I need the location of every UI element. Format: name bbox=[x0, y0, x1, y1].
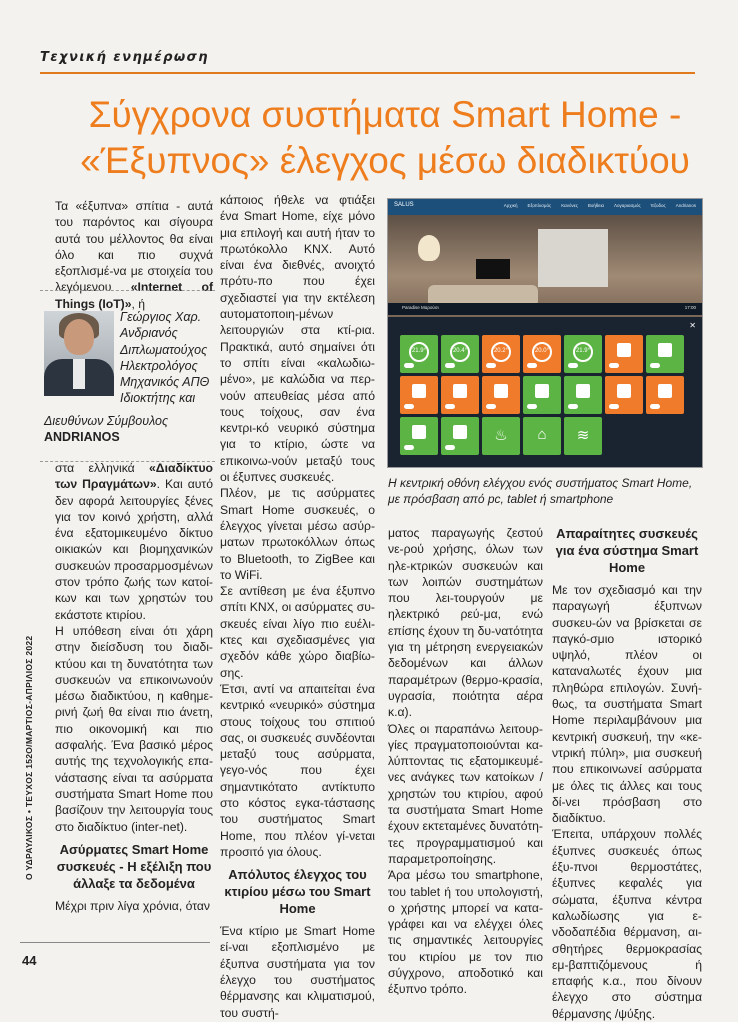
nav-item: Αρχική bbox=[503, 203, 518, 208]
room-label: Paradise Μαρούσι bbox=[402, 305, 439, 310]
author-line: Γεώργιος Χαρ. bbox=[120, 310, 202, 324]
device-tile bbox=[646, 376, 684, 414]
thermostat-tile bbox=[523, 335, 561, 373]
app-nav-items bbox=[504, 203, 696, 208]
temperature: 20.0° bbox=[534, 348, 550, 354]
paragraph: Σε αντίθεση με ένα έξυπνο σπίτι KNX, οι ασύρματες συ-σκευές είναι λίγο πιο ευέλι-κτες και σχεδιασμένες για σχεδόν κάθε χώρο διαβίω-σης. bbox=[220, 584, 375, 680]
text: , ή bbox=[131, 296, 146, 311]
figure-caption: Η κεντρική οθόνη ελέγχου ενός συστήματος Smart Home, με πρόσβαση από pc, tablet ή smartphone bbox=[388, 476, 693, 506]
author-line: Διευθύνων Σύμβουλος bbox=[44, 414, 169, 428]
issue-text: Ο ΥΔΡΑΥΛΙΚΟΣ • ΤΕΥΧΟΣ 152Ο/ΜΑΡΤΙΟΣ-ΑΠΡΙΛΙΟΣ 2022 bbox=[24, 635, 34, 880]
wifi-icon: ≋ bbox=[576, 427, 590, 444]
paragraph: Όλες οι παραπάνω λειτουρ-γίες πραγματοποιούνται κα-λύπτοντας τις εξατομικευμέ-νες ανάγκες των κατοίκων / χρηστών του κτιρίου, αφού τα συστήματα Smart Home έχουν εκτεταμένες δυνατότη-τες προγραμματισμού και παραμετροποίησης. bbox=[388, 721, 543, 866]
thermostat-tile bbox=[564, 335, 602, 373]
text: Τα «έξυπνα» σπίτια - αυτά του παρόντος και σίγουρα αυτά του μέλλοντος θα είναι όλο και πιο συχνά εξοπλισμέ-να με στοιχεία του λεγόμενου bbox=[55, 199, 213, 295]
author-line: Διπλωματούχος bbox=[120, 342, 208, 357]
emphasis: «Internet of Things (IoT)» bbox=[55, 280, 214, 311]
author-box bbox=[40, 290, 215, 462]
column-3 bbox=[388, 525, 543, 998]
author-company: ANDRIANOS bbox=[44, 430, 120, 445]
emphasis: «Διαδίκτυο των Πραγμάτων» bbox=[55, 461, 213, 492]
section-label: Τεχνική ενημέρωση bbox=[40, 50, 210, 65]
paragraph: κάποιος ήθελε να φτιάξει ένα Smart Home, είχε μόνο μια επιλογή και αυτή ήταν το πρωτόκολλο KNX. Αυτό είναι ένα διεθνές, ανοιχτό πρότυ-πο που έχει σχεδιαστεί για την εκτέλεση αυτοματοποιη-μένων λειτουργιών στα κτί-ρια. Πρακτικά, αυτό σημαίνει ότι το σπίτι είναι «καλωδιω-μένο», με καλώδια να περ-νούν απευθείας μέσα από τους τοίχους, σαν ένα κεντρι-κό νευρικό σύστημα για το κτίριο, ώστε να επικοινω-νούν μεταξύ τους οι έξυπνες συσκευές. bbox=[220, 193, 375, 485]
temperature: 21.9° bbox=[411, 348, 427, 354]
device-tile bbox=[441, 376, 479, 414]
device-tile bbox=[646, 335, 684, 373]
paragraph: Άρα μέσω του smartphone, του tablet ή του υπολογιστή, ο χρήστης μπορεί να κατα-γράφει και να ελέγχει όλες τις σημαντικές λειτουργίες του κτιρίου με τον πιο σύγχρονο, αποδοτικό και έξυπνο τρόπο. bbox=[388, 868, 543, 997]
nav-item: Εξοπλισμός bbox=[527, 203, 552, 208]
page-number: 44 bbox=[22, 953, 37, 968]
room-photo bbox=[388, 215, 702, 317]
flame-icon: ♨ bbox=[494, 427, 508, 444]
author-line: Μηχανικός ΑΠΘ bbox=[120, 375, 210, 390]
footer-rule bbox=[20, 942, 210, 943]
temperature: 20.4° bbox=[452, 348, 468, 354]
nav-item: Andrianos bbox=[675, 203, 696, 208]
temperature: 20.2° bbox=[493, 348, 509, 354]
thermostat-tile bbox=[482, 335, 520, 373]
author-line: Ηλεκτρολόγος bbox=[120, 358, 198, 373]
wifi-tile bbox=[564, 417, 602, 455]
title-line-2: «Έξυπνος» έλεγχος μέσω διαδικτύου bbox=[80, 140, 690, 181]
paragraph: Έπειτα, υπάρχουν πολλές έξυπνες συσκευές όπως έξυ-πνοι θερμοστάτες, έξυπνες κεφαλές για σώματα, έξυπνα κέντρα καλωδίωσης για ε-νδοδαπέδια θέρμανση, αι-σθητήρες θερμοκρασίας εμ-βαπτιζόμενους ή επαφής κ.α., που δίνουν έλεγχο στο σύστημα θέρμανσης /ψύξης. bbox=[552, 827, 702, 1021]
device-tile bbox=[564, 376, 602, 414]
author-line: Ανδριανός bbox=[120, 326, 178, 341]
nav-item: Λογαριασμός bbox=[614, 203, 641, 208]
paragraph: ματος παραγωγής ζεστού νε-ρού χρήσης, όλων των ηλε-κτρικών συσκευών και των λοιπών συστημάτων που λει-τουργούν με ηλεκτρικό ρεύ-μα, ενώ επίσης έχουν τη δυ-νατότητα για τη μέτρηση ενεργειακών δεδομένων και άλλων παραμέτρων (θερμο-κρασία, υγρασία, ποιότητα αέρα κ.α). bbox=[388, 526, 543, 720]
paragraph bbox=[55, 460, 213, 623]
home-icon: ⌂ bbox=[537, 426, 547, 443]
paragraph: Έτσι, αντί να απαιτείται ένα κεντρικό «νευρικό» σύστημα στους τοίχους του σπιτιού σας, οι συσκευές συνδέονται μεταξύ τους ασύρματα, γεγο-νός που έχει σημαντικότατο αντίκτυπο στο κόστος εγκα-τάστασης του συστήματος Smart Home, που πλέον γί-νεται προσιτό για όλους. bbox=[220, 681, 375, 859]
author-photo bbox=[44, 311, 114, 396]
temperature: 21.9° bbox=[575, 348, 591, 354]
app-logo: SALUS bbox=[394, 202, 414, 208]
thermostat-tile bbox=[441, 335, 479, 373]
smart-home-screenshot bbox=[387, 198, 703, 468]
subheading: Ασύρματες Smart Home συσκευές - Η εξέλιξη που άλλαξε τα δεδομένα bbox=[56, 841, 212, 891]
device-tile bbox=[400, 417, 438, 455]
paragraph: Με τον σχεδιασμό και την παραγωγή έξυπνων συσκευ-ών να βρίσκεται σε παγκό-σμιο ιστορικό υψηλό, πλέον οι καταναλωτές έχουν μια πληθώρα επιλογών. Συνή-θως, τα συστήματα Smart Home περιλαμβάνουν μια κεντρική συσκευή, την «κε-ντρική πύλη», μια συσκευή που επικοινωνεί ασύρματα με όλες τις άλλες και τους δί-νει πρόσβαση στο διαδίκτυο. bbox=[552, 583, 702, 826]
author-line: Ιδιοκτήτης και bbox=[120, 391, 196, 406]
paragraph: Η υπόθεση είναι ότι χάρη στην διείσδυση του διαδι-κτύου και τη δυνατότητα των συσκευών να επικοινωνούν μέσω διαδικτύου, η καθημε-ρινή ζωή θα είναι πιο άνετη, πιο οικονομική και πιο ασφαλής. Ένα βασικό μέρος αυτής της τεχνολογικής επα-νάστασης είναι τα ασύρματα συστήματα Smart Home που βασίζουν την λειτουργία τους στο διαδίκτυο (inter-net). bbox=[55, 623, 213, 834]
paragraph: Ένα κτίριο με Smart Home εί-ναι εξοπλισμένο με έξυπνα συστήματα για τον έλεγχο του συστήματος θέρμανσης και κλιματισμού, του συστή- bbox=[220, 924, 375, 1020]
column-1-body bbox=[55, 460, 213, 914]
device-tile bbox=[523, 376, 561, 414]
nav-item: Κανόνες bbox=[561, 203, 578, 208]
text: στα ελληνικά bbox=[55, 461, 150, 475]
flame-tile bbox=[482, 417, 520, 455]
device-tile bbox=[605, 376, 643, 414]
device-tile bbox=[400, 376, 438, 414]
device-tile bbox=[482, 376, 520, 414]
subheading: Απόλυτος έλεγχος του κτιρίου μέσω του Smart Home bbox=[224, 867, 371, 917]
nav-item: Βοήθεια bbox=[587, 203, 605, 208]
room-time: 17:00 bbox=[684, 305, 696, 310]
nav-item: Έξοδος bbox=[650, 203, 666, 208]
device-tile bbox=[605, 335, 643, 373]
author-credentials bbox=[120, 309, 215, 407]
subheading: Απαραίτητες συσκευές για ένα σύστημα Smart Home bbox=[555, 526, 699, 575]
author-role bbox=[44, 413, 168, 446]
paragraph: Μέχρι πριν λίγα χρόνια, όταν bbox=[55, 898, 210, 913]
close-icon: ✕ bbox=[689, 321, 696, 330]
title-line-1: Σύγχρονα συστήματα Smart Home - bbox=[88, 94, 682, 135]
column-2 bbox=[220, 192, 375, 1021]
issue-side-caption bbox=[14, 590, 34, 880]
app-navbar bbox=[388, 199, 702, 215]
paragraph: Πλέον, με τις ασύρματες Smart Home συσκευές, ο έλεγχος γίνεται μέσω ασύρ-ματων πρωτοκόλλων όπως το Bluetooth, το ZigBee και το WiFi. bbox=[220, 486, 375, 582]
article-title bbox=[55, 92, 715, 184]
home-tile bbox=[523, 417, 561, 455]
device-tiles bbox=[400, 335, 690, 455]
section-rule bbox=[40, 72, 695, 74]
device-tile bbox=[441, 417, 479, 455]
column-4 bbox=[552, 525, 702, 1022]
thermostat-tile bbox=[400, 335, 438, 373]
text: . Και αυτό δεν αφορά λειτουργίες ξένες για τον κοινό χρήστη, αλλά ένα εξατομικευμένο δίκτυο οικιακών και βιομηχανικών συσκευών προσαρμοσμένων στον τρόπο ζωής των κατοί-κων και των χρηστών του εκάστοτε κτιρίου. bbox=[55, 477, 213, 622]
